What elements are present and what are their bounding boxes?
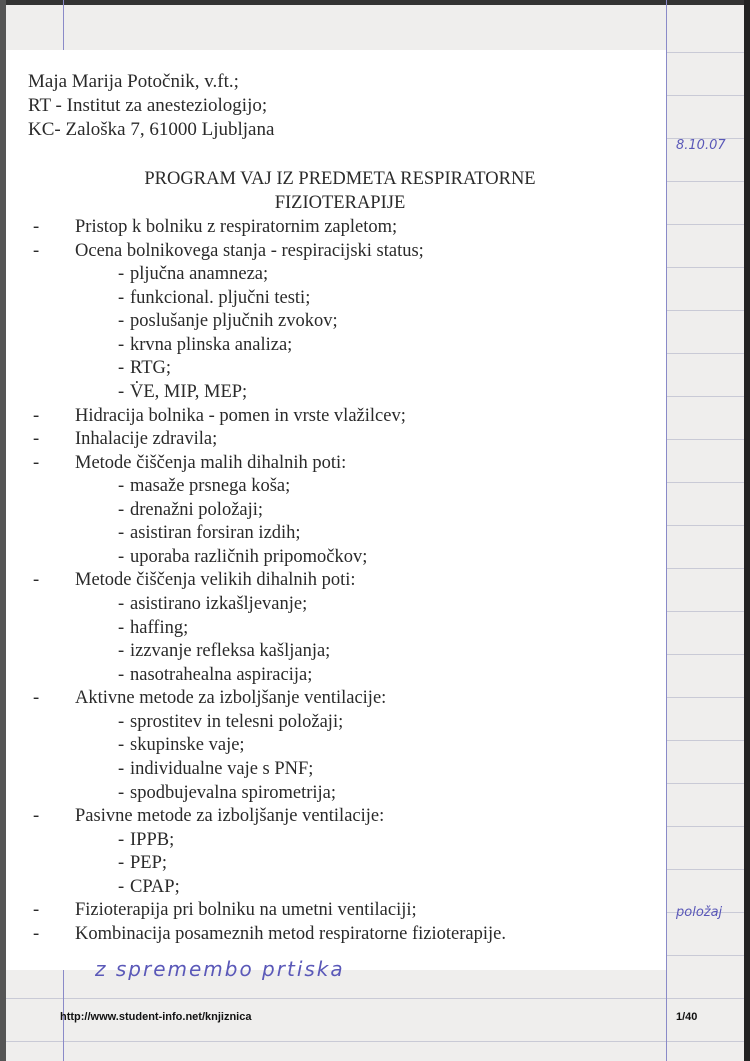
bullet-dash: - [118, 546, 125, 567]
title-line-1: PROGRAM VAJ IZ PREDMETA RESPIRATORNE [144, 169, 536, 189]
list-item-text: Fizioterapija pri bolniku na umetni ventilaciji; [75, 900, 417, 921]
bullet-dash: - [33, 452, 40, 473]
bullet-dash: - [118, 476, 125, 497]
title-line-2: FIZIOTERAPIJE [274, 193, 406, 213]
list-item-text: spodbujevalna spirometrija; [130, 782, 337, 803]
bullet-dash: - [118, 641, 125, 662]
list-item-text: nasotrahealna aspiracija; [130, 664, 313, 685]
bullet-dash: - [118, 381, 125, 402]
bullet-dash: - [118, 358, 125, 379]
bullet-dash: - [33, 405, 40, 426]
bullet-dash: - [118, 853, 125, 874]
bullet-dash: - [33, 923, 40, 944]
list-item-text: pljučna anamneza; [130, 264, 269, 285]
list-item-text: Pasivne metode za izboljšanje ventilacije: [75, 806, 385, 827]
scan-edge-right [744, 0, 750, 1061]
list-item-text: izzvanje refleksa kašljanja; [130, 641, 331, 662]
list-item-text: V̇E, MIP, MEP; [130, 381, 248, 402]
list-item-text: Metode čiščenja velikih dihalnih poti: [75, 570, 356, 591]
scan-edge-top [0, 0, 750, 5]
bullet-dash: - [118, 594, 125, 614]
list-item-text: krvna plinska analiza; [130, 334, 293, 355]
footer-url: http://www.student-info.net/knjiznica [60, 1011, 252, 1023]
list-item-text: RTG; [130, 358, 172, 379]
list-item-text: drenažni položaji; [130, 499, 264, 520]
list-item-text: uporaba različnih pripomočkov; [130, 546, 368, 567]
bullet-dash: - [118, 782, 125, 803]
bullet-dash: - [118, 334, 125, 355]
page-number: 1/40 [676, 1011, 698, 1023]
address-line: KC- Zaloška 7, 61000 Ljubljana [28, 119, 275, 140]
bullet-dash: - [118, 287, 125, 308]
list-item-text: asistirano izkašljevanje; [130, 594, 308, 614]
bullet-dash: - [118, 758, 125, 779]
bullet-dash: - [118, 264, 125, 285]
list-item-text: masaže prsnega koša; [130, 476, 291, 497]
list-item-text: PEP; [130, 853, 168, 874]
bullet-dash: - [118, 664, 125, 685]
margin-line-right [666, 0, 667, 1061]
author-line: Maja Marija Potočnik, v.ft.; [28, 71, 239, 92]
list-item-text: Aktivne metode za izboljšanje ventilacije: [75, 688, 387, 709]
list-item-text: individualne vaje s PNF; [130, 758, 314, 779]
handwritten-bottom-note: z spremembo prtiska [95, 957, 345, 981]
list-item-text: poslušanje pljučnih zvokov; [130, 311, 338, 332]
handwritten-margin-note: položaj [676, 905, 723, 920]
bullet-dash: - [118, 523, 125, 544]
bullet-dash: - [118, 829, 125, 850]
bullet-dash: - [118, 735, 125, 756]
document-title [0, 167, 680, 215]
list-item-text: Hidracija bolnika - pomen in vrste vlažilcev; [75, 405, 406, 426]
list-item-text: asistiran forsiran izdih; [130, 523, 301, 544]
list-item-text: Metode čiščenja malih dihalnih poti: [75, 452, 347, 473]
bullet-dash: - [33, 900, 40, 921]
author-header [28, 70, 274, 142]
bullet-dash: - [118, 499, 125, 520]
list-item-text: skupinske vaje; [130, 735, 245, 756]
list-item-text: Inhalacije zdravila; [75, 429, 218, 450]
list-item-text: Ocena bolnikovega stanja - respiracijski status; [75, 240, 424, 261]
institute-line: RT - Institut za anesteziologijo; [28, 95, 268, 116]
list-item-text: IPPB; [130, 829, 175, 850]
bullet-dash: - [33, 570, 40, 591]
bullet-dash: - [33, 240, 40, 261]
handwritten-date: 8.10.07 [676, 138, 726, 153]
bullet-dash: - [118, 711, 125, 732]
list-item-text: CPAP; [130, 876, 180, 897]
list-item-text: funkcional. pljučni testi; [130, 287, 311, 308]
bullet-dash: - [33, 806, 40, 827]
list-item-text: haffing; [130, 617, 189, 638]
bullet-dash: - [118, 876, 125, 897]
list-item-text: Pristop k bolniku z respiratornim zapletom; [75, 217, 398, 237]
bullet-dash: - [118, 311, 125, 332]
bullet-dash: - [33, 688, 40, 709]
bullet-dash: - [33, 429, 40, 450]
list-item-text: sprostitev in telesni položaji; [130, 711, 344, 732]
list-item-text: Kombinacija posameznih metod respiratorne fizioterapije. [75, 923, 506, 944]
bullet-dash: - [33, 217, 40, 237]
bullet-dash: - [118, 617, 125, 638]
